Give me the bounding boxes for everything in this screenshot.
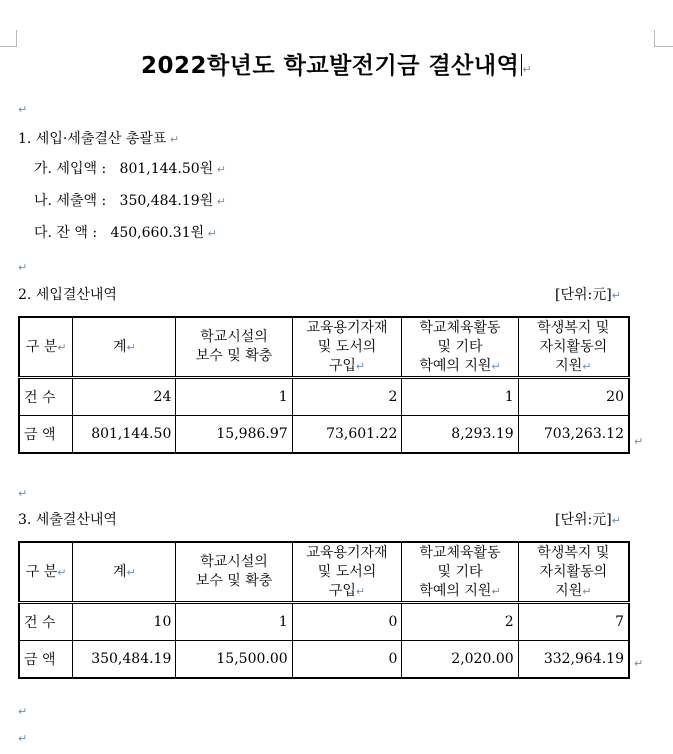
row-label: 건 수	[19, 603, 73, 641]
row-label: 금 액	[19, 416, 73, 454]
header-cell-equipment: 교육용기자재 및 도서의 구입↵	[292, 542, 402, 603]
header-cell-facilities: 학교시설의 보수 및 확충	[176, 542, 292, 603]
table-cell: 8,293.19	[402, 416, 518, 454]
summary-item-revenue: 가. 세입액 : 801,144.50원 ↵	[34, 161, 226, 177]
table-row	[19, 416, 629, 454]
table-cell: 73,601.22	[292, 416, 402, 454]
table-cell: 0	[292, 603, 402, 641]
paragraph-mark-icon: ↵	[522, 63, 533, 76]
page-corner-left	[0, 30, 17, 47]
header-cell-sports: 학교체육활동 및 기타 학예의 지원↵	[402, 542, 518, 603]
header-cell-sports: 학교체육활동 및 기타 학예의 지원↵	[402, 317, 518, 378]
row-label: 건 수	[19, 378, 73, 416]
table-cell: 1	[176, 378, 292, 416]
table-cell: 2	[292, 378, 402, 416]
row-label: 금 액	[19, 641, 73, 679]
table-cell: 703,263.12	[518, 416, 629, 454]
table-cell: 10	[73, 603, 176, 641]
header-cell-welfare: 학생복지 및 자치활동의 지원↵	[518, 542, 629, 603]
expense-table	[18, 541, 630, 679]
table-cell: 15,500.00	[176, 641, 292, 679]
expense-heading: 3. 세출결산내역	[18, 512, 117, 528]
summary-heading: 1. 세입·세출결산 총괄표 ↵	[18, 131, 180, 147]
paragraph-mark-icon: ↵	[18, 705, 28, 718]
header-cell-total: 계↵	[73, 317, 176, 378]
header-cell-facilities: 학교시설의 보수 및 확충	[176, 317, 292, 378]
table-header-row	[19, 542, 629, 603]
table-cell: 801,144.50	[73, 416, 176, 454]
expense-unit: [단위:元]↵	[555, 512, 621, 528]
revenue-table	[18, 316, 630, 454]
header-cell-equipment: 교육용기자재 및 도서의 구입↵	[292, 317, 402, 378]
table-cell: 24	[73, 378, 176, 416]
table-row	[19, 603, 629, 641]
paragraph-mark-icon: ↵	[634, 657, 644, 670]
paragraph-mark-icon: ↵	[18, 487, 28, 500]
table-cell: 1	[402, 378, 518, 416]
table-cell: 2,020.00	[402, 641, 518, 679]
table-cell: 1	[176, 603, 292, 641]
paragraph-mark-icon: ↵	[634, 435, 644, 448]
table-cell: 15,986.97	[176, 416, 292, 454]
title-text: 2022학년도 학교발전기금 결산내역	[140, 53, 520, 79]
paragraph-mark-icon: ↵	[18, 103, 28, 116]
table-cell: 350,484.19	[73, 641, 176, 679]
summary-item-balance: 다. 잔 액 : 450,660.31원 ↵	[34, 225, 217, 241]
table-header-row	[19, 317, 629, 378]
revenue-heading: 2. 세입결산내역	[18, 287, 117, 303]
table-cell: 332,964.19	[518, 641, 629, 679]
header-cell-total: 계↵	[73, 542, 176, 603]
table-cell: 2	[402, 603, 518, 641]
paragraph-mark-icon: ↵	[18, 732, 28, 745]
table-cell: 7	[518, 603, 629, 641]
page-corner-right	[654, 30, 673, 47]
paragraph-mark-icon: ↵	[18, 261, 28, 274]
table-cell: 0	[292, 641, 402, 679]
document-title[interactable]	[0, 47, 673, 80]
table-row	[19, 641, 629, 679]
summary-item-expense: 나. 세출액 : 350,484.19원 ↵	[34, 193, 226, 209]
revenue-unit: [단위:元]↵	[555, 287, 621, 303]
header-cell-category: 구 분↵	[19, 317, 73, 378]
table-cell: 20	[518, 378, 629, 416]
header-cell-category: 구 분↵	[19, 542, 73, 603]
table-row	[19, 378, 629, 416]
header-cell-welfare: 학생복지 및 자치활동의 지원↵	[518, 317, 629, 378]
